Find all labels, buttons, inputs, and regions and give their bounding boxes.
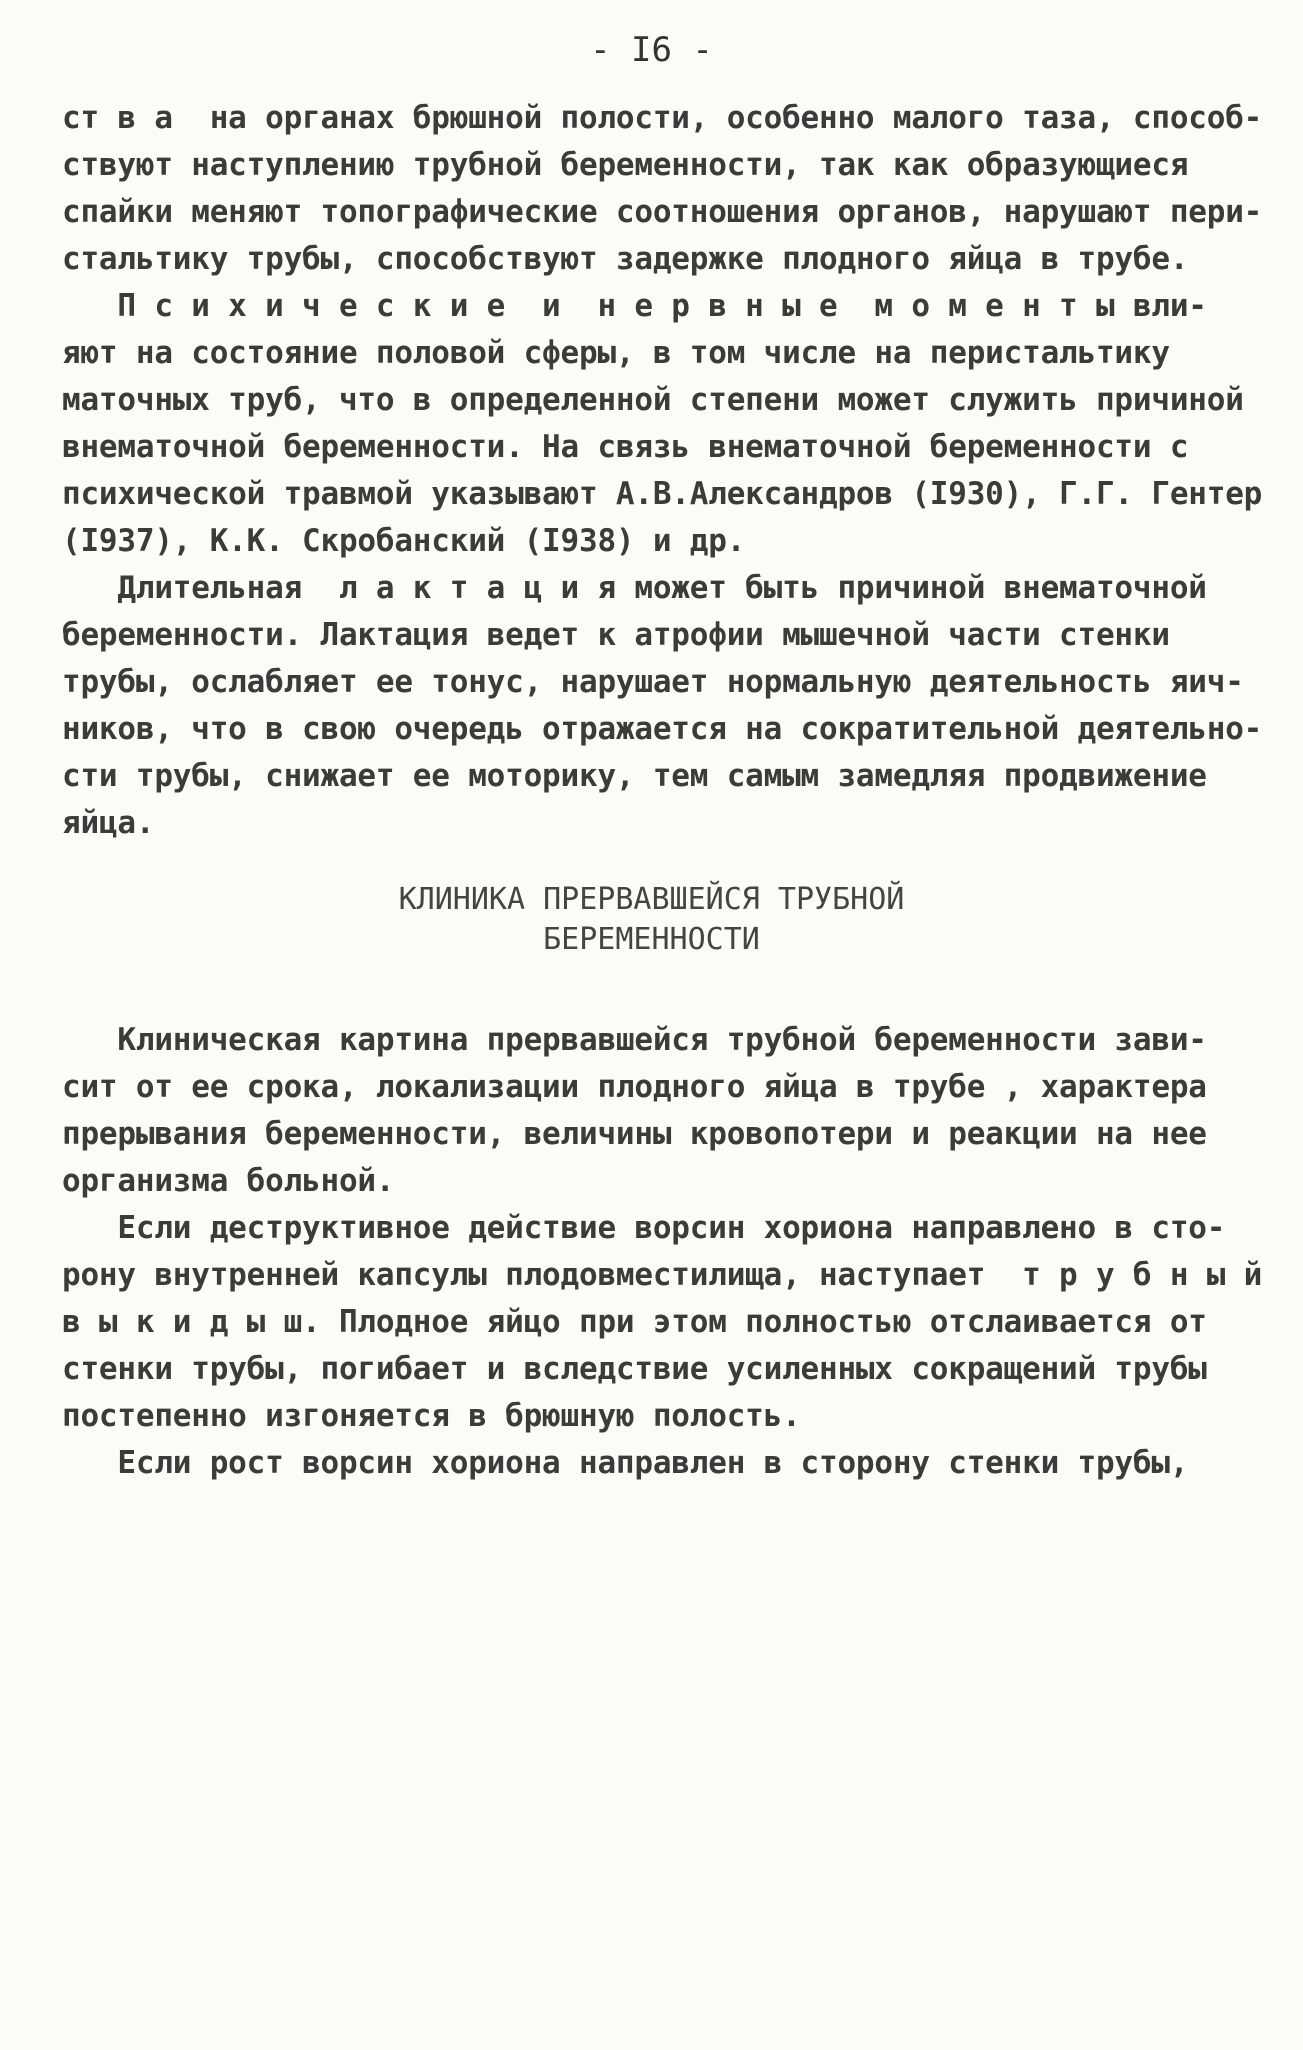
page-number: - I6 - xyxy=(590,30,713,70)
text-line: (I937), К.К. Скробанский (I938) и др. xyxy=(62,523,746,559)
text-line: спайки меняют топографические соотношения органов, нарушают пери- xyxy=(62,194,1263,230)
text-line: в ы к и д ы ш. Плодное яйцо при этом полностью отслаивается от xyxy=(62,1304,1207,1340)
text-line: ст в а на органах брюшной полости, особенно малого таза, способ- xyxy=(62,100,1263,136)
text-line: ников, что в свою очередь отражается на сократительной деятельно- xyxy=(62,711,1263,747)
text-line: маточных труб, что в определенной степени может служить причиной xyxy=(62,382,1244,418)
text-line: сти трубы, снижает ее моторику, тем самым замедляя продвижение xyxy=(62,758,1207,794)
text-line: П с и х и ч е с к и е и н е р в н ы е м о м е н т ы вли- xyxy=(62,288,1207,324)
text-line: Если деструктивное действие ворсин хориона направлено в сто- xyxy=(62,1210,1226,1246)
text-line: постепенно изгоняется в брюшную полость. xyxy=(62,1398,801,1434)
text-line: внематочной беременности. На связь внематочной беременности с xyxy=(62,429,1189,465)
section-title: БЕРЕМЕННОСТИ xyxy=(543,922,760,957)
text-line: трубы, ослабляет ее тонус, нарушает нормальную деятельность яич- xyxy=(62,664,1244,700)
text-line: Клиническая картина прервавшейся трубной беременности зави- xyxy=(62,1022,1207,1058)
text-line: яйца. xyxy=(62,805,155,841)
section-title: КЛИНИКА ПРЕРВАВШЕЙСЯ ТРУБНОЙ xyxy=(398,882,905,917)
text-line: психической травмой указывают А.В.Александров (I930), Г.Г. Гентер xyxy=(62,476,1263,512)
text-line: ствуют наступлению трубной беременности, так как образующиеся xyxy=(62,147,1189,183)
text-line: стенки трубы, погибает и вследствие усиленных сокращений трубы xyxy=(62,1351,1207,1387)
text-line: стальтику трубы, способствуют задержке плодного яйца в трубе. xyxy=(62,241,1189,277)
text-line: Если рост ворсин хориона направлен в сторону стенки трубы, xyxy=(62,1445,1189,1481)
text-line: рону внутренней капсулы плодовместилища, наступает т р у б н ы й xyxy=(62,1257,1263,1293)
text-line: организма больной. xyxy=(62,1163,395,1199)
text-line: сит от ее срока, локализации плодного яйца в трубе , характера xyxy=(62,1069,1207,1105)
text-line: яют на состояние половой сферы, в том числе на перистальтику xyxy=(62,335,1170,371)
text-line: Длительная л а к т а ц и я может быть причиной внематочной xyxy=(62,570,1207,606)
text-line: беременности. Лактация ведет к атрофии мышечной части стенки xyxy=(62,617,1170,653)
text-line: прерывания беременности, величины кровопотери и реакции на нее xyxy=(62,1116,1207,1152)
